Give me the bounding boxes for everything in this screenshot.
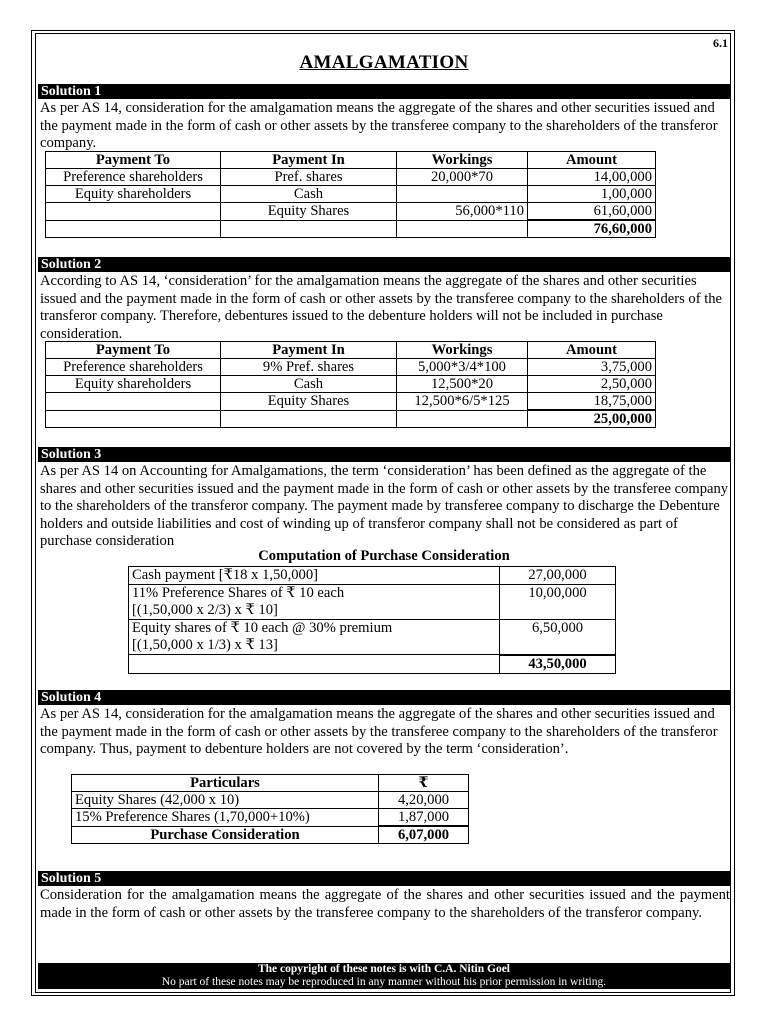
solution-2-table	[45, 341, 656, 428]
table-cell: Equity shareholders	[46, 186, 221, 203]
table-header: Payment In	[221, 152, 397, 169]
table-header: ₹	[379, 775, 469, 792]
table-row	[46, 359, 656, 376]
particular-line: Equity shares of ₹ 10 each @ 30% premium	[132, 620, 393, 636]
particular-line: [(1,50,000 x 2/3) x ₹ 10]	[132, 602, 278, 618]
table-cell	[46, 393, 221, 411]
table-total-row	[46, 220, 656, 238]
table-header: Payment To	[46, 342, 221, 359]
table-cell: Equity Shares	[221, 393, 397, 411]
table-header-row	[46, 152, 656, 169]
table-cell: 5,000*3/4*100	[397, 359, 528, 376]
table-header: Particulars	[72, 775, 379, 792]
table-cell: 4,20,000	[379, 792, 469, 809]
table-cell: 1,00,000	[528, 186, 656, 203]
copyright-line: The copyright of these notes is with C.A. Nitin Goel	[257, 963, 511, 975]
table-cell: Preference shareholders	[46, 169, 221, 186]
table-cell: 2,50,000	[528, 376, 656, 393]
table-row	[72, 792, 469, 809]
table-row	[46, 169, 656, 186]
total-amount: 43,50,000	[500, 655, 616, 674]
table-header: Payment To	[46, 152, 221, 169]
solution-4-table	[71, 774, 469, 844]
table-cell: 20,000*70	[397, 169, 528, 186]
table-total-row	[72, 826, 469, 844]
particular-line: Cash payment [₹18 x 1,50,000]	[132, 567, 319, 583]
solution-3-text: As per AS 14 on Accounting for Amalgamations, the term ‘consideration’ has been defined as the aggregate of the shares and other securities issued and the payment made in the form of cash or other assets by the transferee company to the shareholders of the transferor company. The payment made by transferee company to discharge the Debenture holders and outside liabilities and cost of winding up of transferor company shall not be considered as part of purchase consideration	[40, 463, 729, 549]
table-cell: Preference shareholders	[46, 359, 221, 376]
table-cell: 61,60,000	[528, 203, 656, 221]
table-row	[46, 376, 656, 393]
total-amount: 25,00,000	[528, 410, 656, 428]
table-cell: 56,000*110	[397, 203, 528, 221]
page-title: AMALGAMATION	[299, 52, 469, 73]
table-cell: Equity Shares	[221, 203, 397, 221]
table-cell: 1,87,000	[379, 809, 469, 827]
table-cell: Pref. shares	[221, 169, 397, 186]
table-cell	[397, 186, 528, 203]
table-header: Amount	[528, 152, 656, 169]
total-amount: 6,07,000	[379, 826, 469, 844]
solution-5-heading: Solution 5	[38, 871, 730, 886]
page-number: 6.1	[713, 36, 728, 50]
table-cell: 6,50,000	[500, 620, 616, 655]
table-cell: Cash	[221, 376, 397, 393]
solution-1-text: As per AS 14, consideration for the amalgamation means the aggregate of the shares and other securities issued and the payment made in the form of cash or other assets by the transferee company to the shareholders of the transferor company.	[40, 100, 718, 151]
table-cell: 10,00,000	[500, 585, 616, 620]
solution-1-table	[45, 151, 656, 238]
table-header: Workings	[397, 342, 528, 359]
table-cell	[129, 620, 500, 655]
particular-line: [(1,50,000 x 1/3) x ₹ 13]	[132, 637, 278, 653]
table-row	[129, 567, 616, 585]
table-header: Payment In	[221, 342, 397, 359]
table-cell: 3,75,000	[528, 359, 656, 376]
table-row	[46, 393, 656, 411]
table-cell: Equity shareholders	[46, 376, 221, 393]
table-cell: Cash	[221, 186, 397, 203]
table-cell: 15% Preference Shares (1,70,000+10%)	[72, 809, 379, 827]
table-row	[129, 620, 616, 655]
solution-4-text: As per AS 14, consideration for the amalgamation means the aggregate of the shares and other securities issued and the payment made in the form of cash or other assets by the transferee company to the shareholders of the transferor company. Thus, payment to debenture holders are not covered by the term ‘consideration’.	[40, 706, 718, 757]
permission-line: No part of these notes may be reproduced in any manner without his prior permission in writing.	[161, 976, 607, 988]
table-cell: 18,75,000	[528, 393, 656, 411]
solution-2-heading: Solution 2	[38, 257, 730, 272]
table-header: Amount	[528, 342, 656, 359]
table-cell	[46, 203, 221, 221]
solution-5-text: Consideration for the amalgamation means the aggregate of the shares and other securities issued and the payment made in the form of cash or other assets by the transferee company to the shareholders of the transferor company.	[40, 887, 730, 921]
table-cell: 12,500*20	[397, 376, 528, 393]
table-header-row	[72, 775, 469, 792]
solution-1-heading: Solution 1	[38, 84, 730, 99]
table-cell: 12,500*6/5*125	[397, 393, 528, 411]
solution-4-heading: Solution 4	[38, 690, 730, 705]
solution-3-heading: Solution 3	[38, 447, 730, 462]
table-header: Workings	[397, 152, 528, 169]
table-cell	[129, 567, 500, 585]
table-cell: 14,00,000	[528, 169, 656, 186]
table-total-row	[46, 410, 656, 428]
copyright-footer	[38, 963, 730, 989]
particular-line: 11% Preference Shares of ₹ 10 each	[132, 585, 345, 601]
table-row	[72, 809, 469, 827]
table-row	[129, 585, 616, 620]
table-header-row	[46, 342, 656, 359]
table-cell	[129, 585, 500, 620]
table-cell: 27,00,000	[500, 567, 616, 585]
table-cell: 9% Pref. shares	[221, 359, 397, 376]
table-row	[46, 203, 656, 221]
solution-3-table	[128, 566, 616, 674]
table-cell: Equity Shares (42,000 x 10)	[72, 792, 379, 809]
table-row	[46, 186, 656, 203]
table-total-row	[129, 655, 616, 674]
total-label: Purchase Consideration	[72, 826, 379, 844]
solution-2-text: According to AS 14, ‘consideration’ for the amalgamation means the aggregate of the shares and other securities issued and the payment made in the form of cash or other assets by the transferee company to the shareholders of the transferor company. Therefore, debentures issued to the debenture holders will not be included in purchase consideration.	[40, 273, 723, 342]
computation-title: Computation of Purchase Consideration	[258, 548, 510, 564]
total-amount: 76,60,000	[528, 220, 656, 238]
